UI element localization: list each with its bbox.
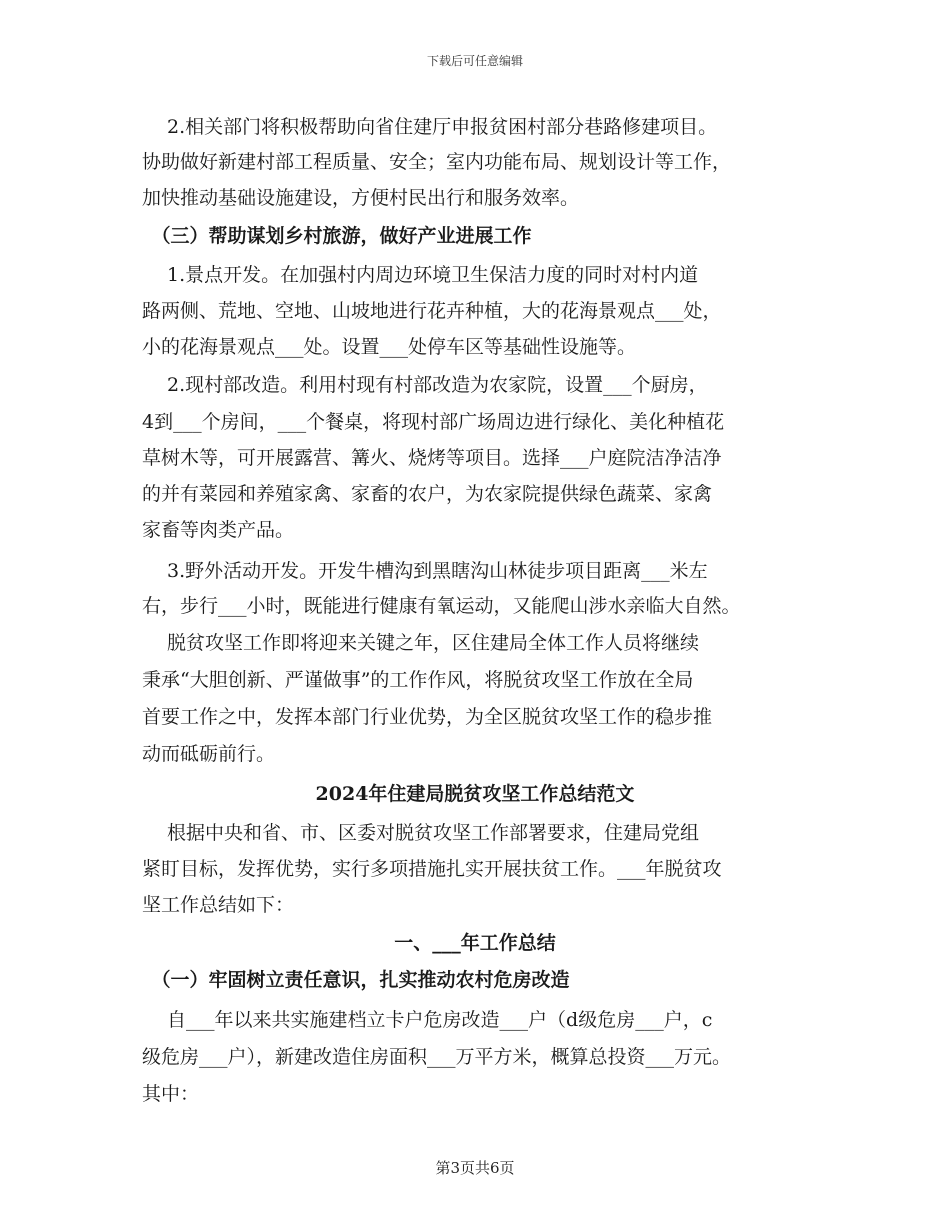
paragraph-line: 其中： xyxy=(142,1083,200,1105)
paragraph-line: 动而砥砺前行。 xyxy=(142,743,276,765)
page-footer: 第3页共6页 xyxy=(435,1159,515,1177)
section-heading: （三）帮助谋划乡村旅游，做好产业进展工作 xyxy=(142,225,532,247)
paragraph-line: 加快推动基础设施建设，方便村民出行和服务效率。 xyxy=(142,187,580,209)
page-header: 下载后可任意编辑 xyxy=(426,54,523,68)
paragraph-line: 坚工作总结如下： xyxy=(142,894,295,916)
paragraph-line: 脱贫攻坚工作即将迎来关键之年，区住建局全体工作人员将继续 xyxy=(142,632,700,654)
paragraph-line: 2.相关部门将积极帮助向省住建厅申报贫困村部分巷路修建项目。 xyxy=(142,116,718,138)
paragraph-line: 自___年以来共实施建档立卡户危房改造___户（d级危房___户，c xyxy=(142,1009,713,1031)
paragraph-line: 2.现村部改造。利用村现有村部改造为农家院，设置___个厨房， xyxy=(142,374,708,396)
paragraph-line: 1.景点开发。在加强村内周边环境卫生保洁力度的同时对村内道 xyxy=(142,264,699,286)
document-title: 2024年住建局脱贫攻坚工作总结范文 xyxy=(315,783,635,805)
paragraph-line: 右，步行___小时，既能进行健康有氧运动，又能爬山涉水亲临大自然。 xyxy=(142,595,741,617)
paragraph-line: 3.野外活动开发。开发牛槽沟到黑瞎沟山林徒步项目距离___米左 xyxy=(142,560,708,582)
paragraph-line: 级危房___户），新建改造住房面积___万平方米，概算总投资___万元。 xyxy=(142,1046,732,1068)
paragraph-line: 紧盯目标，发挥优势，实行多项措施扎实开展扶贫工作。___年脱贫攻 xyxy=(142,858,722,880)
paragraph-line: 首要工作之中，发挥本部门行业优势，为全区脱贫攻坚工作的稳步推 xyxy=(142,706,713,728)
section-heading: （一）牢固树立责任意识，扎实推动农村危房改造 xyxy=(142,969,570,991)
paragraph-line: 草树木等，可开展露营、篝火、烧烤等项目。选择___户庭院洁净洁净 xyxy=(142,447,722,469)
paragraph-line: 根据中央和省、市、区委对脱贫攻坚工作部署要求，住建局党组 xyxy=(142,822,700,844)
paragraph-line: 4到___个房间，___个餐桌，将现村部广场周边进行绿化、美化种植花 xyxy=(142,411,725,433)
section-heading: 一、___年工作总结 xyxy=(394,932,556,954)
paragraph-line: 家畜等肉类产品。 xyxy=(142,519,295,541)
paragraph-line: 协助做好新建村部工程质量、安全；室内功能布局、规划设计等工作， xyxy=(142,151,732,173)
paragraph-line: 秉承“大胆创新、严谨做事”的工作作风，将脱贫攻坚工作放在全局 xyxy=(142,669,694,691)
paragraph-line: 小的花海景观点___处。设置___处停车区等基础性设施等。 xyxy=(142,336,637,358)
paragraph-line: 的并有菜园和养殖家禽、家畜的农户，为农家院提供绿色蔬菜、家禽 xyxy=(142,483,713,505)
paragraph-line: 路两侧、荒地、空地、山坡地进行花卉种植，大的花海景观点___处， xyxy=(142,300,722,322)
